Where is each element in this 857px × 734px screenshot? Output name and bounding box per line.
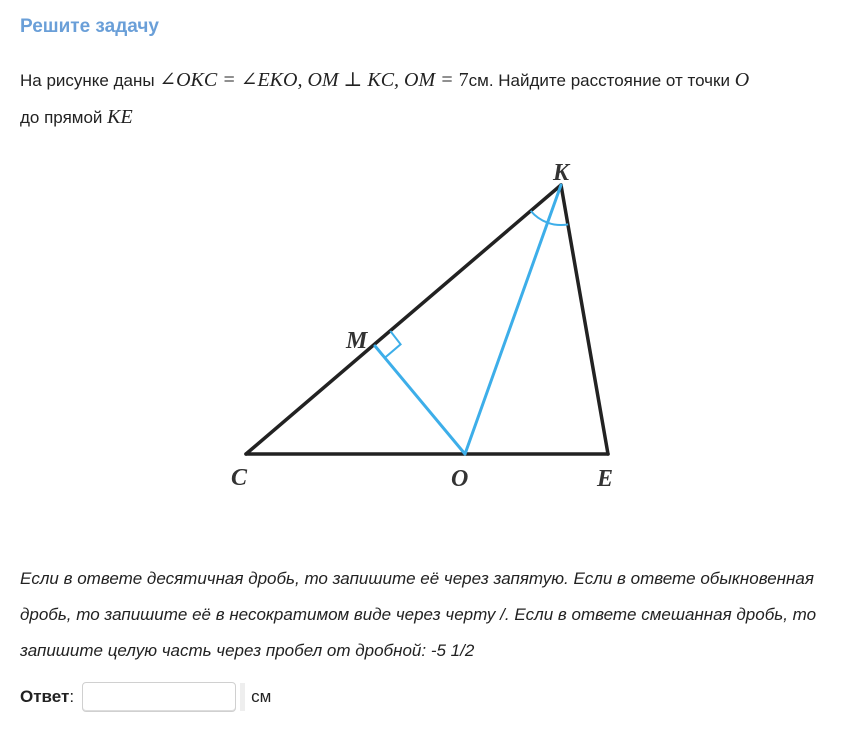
problem-text-start: На рисунке даны bbox=[20, 71, 160, 90]
answer-colon: : bbox=[69, 687, 75, 706]
problem-point: O bbox=[734, 69, 750, 91]
problem-text-end: до прямой bbox=[20, 108, 108, 127]
answer-row bbox=[20, 680, 271, 714]
label-c: C bbox=[231, 465, 248, 491]
task-title: Решите задачу bbox=[20, 16, 159, 37]
answer-label: Ответ bbox=[20, 687, 70, 706]
problem-condition-math: ∠OKC = ∠EKO, OM ⊥ KC, OM = bbox=[159, 69, 459, 91]
problem-statement bbox=[20, 62, 850, 136]
problem-value: 7 bbox=[458, 69, 469, 91]
angle-arc-eko bbox=[548, 223, 569, 225]
answer-unit: см bbox=[251, 687, 272, 706]
answer-separator bbox=[240, 683, 245, 711]
answer-format-instructions: Если в ответе десятичная дробь, то запишите её через запятую. Если в ответе обыкновенная дробь, то запишите её в несократимом виде через черту /. Если в ответе смешанная дробь, то запишите целую часть через пробел от дробной: -5 1/2 bbox=[20, 569, 817, 660]
perpendicular-om bbox=[375, 346, 465, 454]
label-e: E bbox=[597, 466, 614, 492]
geometry-figure bbox=[0, 150, 857, 510]
angle-arc-okc bbox=[531, 211, 548, 223]
label-m: M bbox=[346, 328, 368, 354]
label-k: K bbox=[553, 160, 570, 186]
label-o: O bbox=[451, 466, 469, 492]
problem-line: KE bbox=[107, 106, 133, 128]
problem-text-middle: см. Найдите расстояние от точки bbox=[468, 71, 735, 90]
answer-input[interactable] bbox=[82, 682, 236, 712]
